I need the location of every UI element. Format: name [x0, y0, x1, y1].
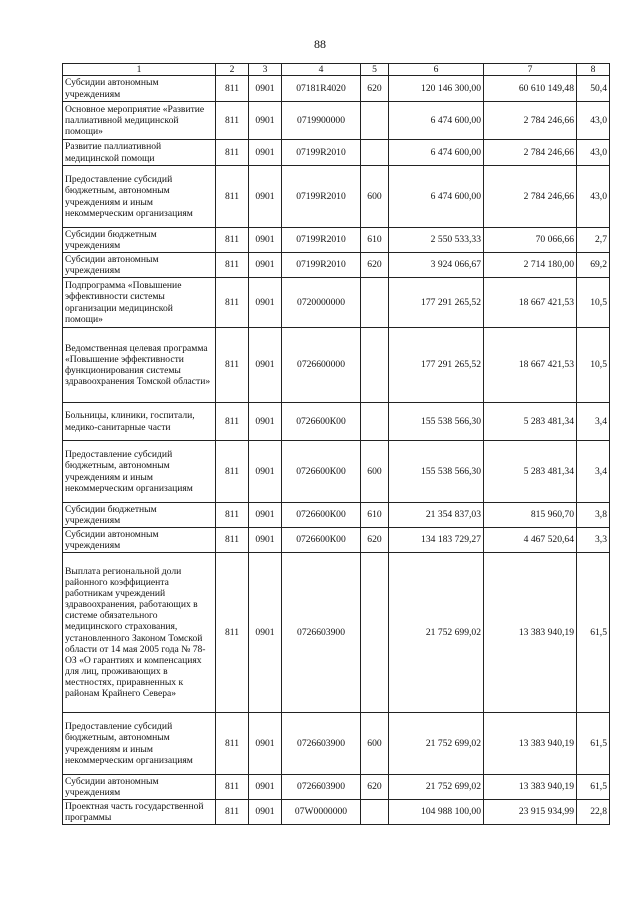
row-ved-code: 811 — [216, 76, 249, 102]
row-ved-code: 811 — [216, 140, 249, 166]
row-ved-code: 811 — [216, 228, 249, 253]
table-row — [63, 503, 610, 528]
row-percent: 10,5 — [577, 278, 610, 328]
row-percent: 43,0 — [577, 102, 610, 140]
row-expense-type — [361, 102, 389, 140]
row-percent: 3,8 — [577, 503, 610, 528]
row-section-code: 0901 — [249, 166, 282, 228]
row-expense-type — [361, 403, 389, 441]
header-col-1: 1 — [63, 64, 216, 76]
header-col-2: 2 — [216, 64, 249, 76]
row-section-code: 0901 — [249, 278, 282, 328]
row-name: Проектная часть государственной программы — [63, 800, 216, 825]
row-plan-amount: 6 474 600,00 — [389, 140, 484, 166]
row-target-code: 0726600К00 — [282, 403, 361, 441]
row-plan-amount: 21 354 837,03 — [389, 503, 484, 528]
row-plan-amount: 155 538 566,30 — [389, 441, 484, 503]
row-ved-code: 811 — [216, 528, 249, 553]
row-ved-code: 811 — [216, 102, 249, 140]
table-row — [63, 328, 610, 403]
row-section-code: 0901 — [249, 528, 282, 553]
row-ved-code: 811 — [216, 775, 249, 800]
row-name: Выплата региональной доли районного коэффициента работникам учреждений здравоохранения, работающих в системе обязательного медицинского страхования, установленного Законом Томской области от 14 мая 2005 года № 78-ОЗ «О гарантиях и компенсациях для лиц, проживающих в местностях, приравненных к районам Крайнего Севера» — [63, 553, 216, 713]
row-target-code: 0726603900 — [282, 775, 361, 800]
row-target-code: 0726600К00 — [282, 528, 361, 553]
row-section-code: 0901 — [249, 140, 282, 166]
row-plan-amount: 2 550 533,33 — [389, 228, 484, 253]
row-section-code: 0901 — [249, 503, 282, 528]
table-row — [63, 253, 610, 278]
row-name: Субсидии бюджетным учреждениям — [63, 503, 216, 528]
table-row — [63, 140, 610, 166]
row-percent: 3,3 — [577, 528, 610, 553]
row-expense-type: 620 — [361, 528, 389, 553]
row-fact-amount: 2 784 246,66 — [484, 166, 577, 228]
row-ved-code: 811 — [216, 441, 249, 503]
row-fact-amount: 70 066,66 — [484, 228, 577, 253]
row-fact-amount: 5 283 481,34 — [484, 403, 577, 441]
row-target-code: 07199R2010 — [282, 166, 361, 228]
row-fact-amount: 13 383 940,19 — [484, 553, 577, 713]
row-percent: 61,5 — [577, 713, 610, 775]
row-section-code: 0901 — [249, 800, 282, 825]
row-section-code: 0901 — [249, 553, 282, 713]
row-name: Субсидии автономным учреждениям — [63, 76, 216, 102]
row-expense-type — [361, 553, 389, 713]
row-percent: 69,2 — [577, 253, 610, 278]
budget-table — [62, 63, 610, 825]
row-plan-amount: 3 924 066,67 — [389, 253, 484, 278]
row-section-code: 0901 — [249, 441, 282, 503]
row-name: Развитие паллиативной медицинской помощи — [63, 140, 216, 166]
header-col-7: 7 — [484, 64, 577, 76]
table-row — [63, 403, 610, 441]
header-col-6: 6 — [389, 64, 484, 76]
row-name: Субсидии автономным учреждениям — [63, 775, 216, 800]
row-percent: 61,5 — [577, 553, 610, 713]
row-fact-amount: 23 915 934,99 — [484, 800, 577, 825]
row-ved-code: 811 — [216, 553, 249, 713]
header-col-8: 8 — [577, 64, 610, 76]
row-expense-type: 600 — [361, 166, 389, 228]
row-ved-code: 811 — [216, 328, 249, 403]
row-fact-amount: 13 383 940,19 — [484, 775, 577, 800]
row-plan-amount: 177 291 265,52 — [389, 328, 484, 403]
row-name: Субсидии бюджетным учреждениям — [63, 228, 216, 253]
row-fact-amount: 4 467 520,64 — [484, 528, 577, 553]
row-plan-amount: 134 183 729,27 — [389, 528, 484, 553]
row-section-code: 0901 — [249, 76, 282, 102]
row-name: Субсидии автономным учреждениям — [63, 253, 216, 278]
header-col-3: 3 — [249, 64, 282, 76]
row-target-code: 07199R2010 — [282, 253, 361, 278]
row-fact-amount: 13 383 940,19 — [484, 713, 577, 775]
row-target-code: 07181R4020 — [282, 76, 361, 102]
row-percent: 61,5 — [577, 775, 610, 800]
row-ved-code: 811 — [216, 253, 249, 278]
row-plan-amount: 6 474 600,00 — [389, 166, 484, 228]
row-ved-code: 811 — [216, 713, 249, 775]
row-name: Больницы, клиники, госпитали, медико-санитарные части — [63, 403, 216, 441]
table-row — [63, 528, 610, 553]
row-section-code: 0901 — [249, 102, 282, 140]
row-target-code: 0726600К00 — [282, 503, 361, 528]
row-name: Основное мероприятие «Развитие паллиативной медицинской помощи» — [63, 102, 216, 140]
table-row — [63, 102, 610, 140]
row-percent: 3,4 — [577, 403, 610, 441]
row-section-code: 0901 — [249, 713, 282, 775]
table-row — [63, 553, 610, 713]
row-ved-code: 811 — [216, 800, 249, 825]
row-section-code: 0901 — [249, 253, 282, 278]
row-name: Подпрограмма «Повышение эффективности системы организации медицинской помощи» — [63, 278, 216, 328]
header-col-5: 5 — [361, 64, 389, 76]
row-name: Предоставление субсидий бюджетным, автономным учреждениям и иным некоммерческим организациям — [63, 166, 216, 228]
row-section-code: 0901 — [249, 775, 282, 800]
row-plan-amount: 104 988 100,00 — [389, 800, 484, 825]
row-plan-amount: 21 752 699,02 — [389, 553, 484, 713]
row-section-code: 0901 — [249, 328, 282, 403]
row-expense-type: 610 — [361, 228, 389, 253]
row-fact-amount: 5 283 481,34 — [484, 441, 577, 503]
row-percent: 2,7 — [577, 228, 610, 253]
row-expense-type: 600 — [361, 713, 389, 775]
row-percent: 43,0 — [577, 166, 610, 228]
row-fact-amount: 18 667 421,53 — [484, 278, 577, 328]
row-name: Субсидии автономным учреждениям — [63, 528, 216, 553]
table-row — [63, 228, 610, 253]
table-body — [63, 76, 610, 825]
header-col-4: 4 — [282, 64, 361, 76]
row-plan-amount: 177 291 265,52 — [389, 278, 484, 328]
row-target-code: 0726600К00 — [282, 441, 361, 503]
row-fact-amount: 2 784 246,66 — [484, 102, 577, 140]
row-expense-type: 610 — [361, 503, 389, 528]
row-plan-amount: 6 474 600,00 — [389, 102, 484, 140]
table-row — [63, 278, 610, 328]
row-target-code: 0719900000 — [282, 102, 361, 140]
table-row — [63, 441, 610, 503]
row-plan-amount: 21 752 699,02 — [389, 713, 484, 775]
row-target-code: 07199R2010 — [282, 140, 361, 166]
row-plan-amount: 155 538 566,30 — [389, 403, 484, 441]
row-expense-type — [361, 328, 389, 403]
row-fact-amount: 60 610 149,48 — [484, 76, 577, 102]
table-header-row — [63, 64, 610, 76]
row-name: Ведомственная целевая программа «Повышение эффективности функционирования системы здравоохранения Томской области» — [63, 328, 216, 403]
table-row — [63, 76, 610, 102]
row-plan-amount: 21 752 699,02 — [389, 775, 484, 800]
row-fact-amount: 2 784 246,66 — [484, 140, 577, 166]
row-expense-type — [361, 800, 389, 825]
row-fact-amount: 815 960,70 — [484, 503, 577, 528]
page-number: 88 — [314, 37, 326, 51]
row-target-code: 0720000000 — [282, 278, 361, 328]
table-row — [63, 775, 610, 800]
row-name: Предоставление субсидий бюджетным, автономным учреждениям и иным некоммерческим организациям — [63, 441, 216, 503]
row-target-code: 0726603900 — [282, 713, 361, 775]
row-expense-type: 620 — [361, 76, 389, 102]
table-row — [63, 800, 610, 825]
row-percent: 3,4 — [577, 441, 610, 503]
row-section-code: 0901 — [249, 403, 282, 441]
row-target-code: 07W0000000 — [282, 800, 361, 825]
row-name: Предоставление субсидий бюджетным, автономным учреждениям и иным некоммерческим организациям — [63, 713, 216, 775]
row-ved-code: 811 — [216, 278, 249, 328]
row-expense-type — [361, 140, 389, 166]
table-row — [63, 713, 610, 775]
table-row — [63, 166, 610, 228]
row-plan-amount: 120 146 300,00 — [389, 76, 484, 102]
row-target-code: 0726603900 — [282, 553, 361, 713]
row-fact-amount: 2 714 180,00 — [484, 253, 577, 278]
row-percent: 22,8 — [577, 800, 610, 825]
row-ved-code: 811 — [216, 403, 249, 441]
row-target-code: 07199R2010 — [282, 228, 361, 253]
row-expense-type — [361, 278, 389, 328]
row-ved-code: 811 — [216, 503, 249, 528]
row-percent: 43,0 — [577, 140, 610, 166]
row-expense-type: 600 — [361, 441, 389, 503]
row-section-code: 0901 — [249, 228, 282, 253]
row-fact-amount: 18 667 421,53 — [484, 328, 577, 403]
row-ved-code: 811 — [216, 166, 249, 228]
row-expense-type: 620 — [361, 253, 389, 278]
row-percent: 10,5 — [577, 328, 610, 403]
row-percent: 50,4 — [577, 76, 610, 102]
row-target-code: 0726600000 — [282, 328, 361, 403]
row-expense-type: 620 — [361, 775, 389, 800]
